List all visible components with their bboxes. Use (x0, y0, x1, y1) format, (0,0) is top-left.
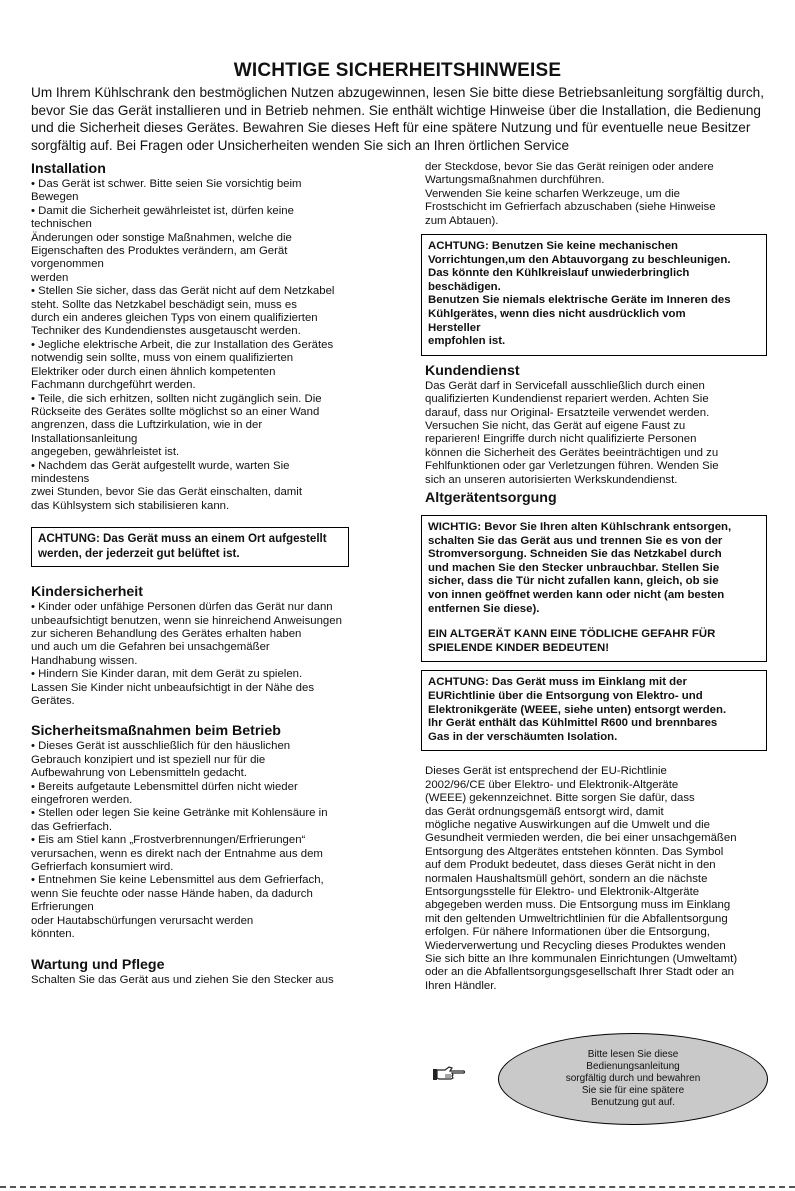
text-line: 2002/96/CE über Elektro- und Elektronik-Altgeräte (425, 778, 679, 791)
text-line: zum Abtauen). (425, 214, 499, 227)
text-line: sorgfältig durch und bewahren (565, 1073, 701, 1084)
text-line: Dieses Gerät ist entsprechend der EU-Richtlinie (425, 765, 667, 778)
text-line: zur sicheren Behandlung des Gerätes erhalten haben (31, 627, 302, 640)
text-line: Sie sich bitte an Ihre kommunalen Einrichtungen (Umweltamt) (425, 953, 738, 966)
page-title: WICHTIGE SICHERHEITSHINWEISE (233, 60, 562, 81)
text-line: Frostschicht im Gefrierfach abzuschaben (siehe Hinweise (425, 201, 716, 214)
text-line: Techniker des Kundendienstes ausgetauscht werden. (31, 325, 301, 338)
note-text (566, 1049, 701, 1109)
text-line: WICHTIG: Bevor Sie Ihren alten Kühlschrank entsorgen, (428, 521, 732, 534)
text-line: durch ein anderes gleichen Typs von einem qualifizierten (31, 312, 318, 325)
text-line: Installationsanleitung (31, 432, 138, 445)
installation-lines (31, 178, 376, 513)
text-line: steht. Sollte das Netzkabel beschädigt sein, muss es (31, 298, 297, 311)
text-line: werden (31, 271, 69, 284)
text-line: können die Sicherheit des Gerätes beeinträchtigen und zu (425, 446, 719, 459)
text-line: das Gefrierfach. (31, 820, 113, 833)
abtau-warning-box (421, 234, 767, 356)
note-ellipse (498, 1033, 768, 1125)
text-line: Lassen Sie Kinder nicht unbeaufsichtigt in der Nähe des (31, 681, 315, 694)
text-line: Handhabung wissen. (31, 654, 138, 667)
text-line: Hersteller (428, 321, 481, 334)
text-line: verursachen, wenn es direkt nach der Entnahme aus dem (31, 847, 323, 860)
page-bottom-rule (0, 1186, 795, 1188)
text-line: oder an die Abfallentsorgungsgesellschaft Ihrer Stadt oder an (425, 966, 735, 979)
kindersicherheit-lines (31, 601, 376, 708)
sicherheitsmassnahmen-lines (31, 740, 376, 941)
text-line: sicher, dass die Tür nicht zufallen kann, gleich, ob sie (428, 575, 719, 588)
text-line: • Kinder oder unfähige Personen dürfen das Gerät nur dann (31, 601, 333, 614)
text-line: • Damit die Sicherheit gewährleistet ist, dürfen keine (31, 204, 294, 217)
text-line: beschädigen. (428, 280, 501, 293)
text-line: Gebrauch konzipiert und ist speziell nur für die (31, 753, 266, 766)
text-line: EIN ALTGERÄT KANN EINE TÖDLICHE GEFAHR FÜR (428, 628, 716, 641)
text-line: Bewegen (31, 191, 79, 204)
text-line: der Steckdose, bevor Sie das Gerät reinigen oder andere (425, 161, 714, 173)
text-line: angrenzen, dass die Luftzirkulation, wie in der (31, 419, 263, 432)
text-line: • Jegliche elektrische Arbeit, die zur Installation des Gerätes (31, 338, 334, 351)
text-line: mit den geltenden Umweltrichtlinien für die Abfallentsorgung (425, 912, 728, 925)
text-line: Fachmann durchgeführt werden. (31, 379, 196, 392)
text-line: Kühlgerätes, wenn dies nicht ausdrücklich vom (428, 308, 686, 320)
text-line: Gerätes. (31, 695, 75, 707)
text-line: Entsorgungsstelle für Elektro- und Elektronik-Altgeräte (425, 886, 700, 898)
text-line: Elektronikgeräte (WEEE, siehe unten) entsorgt werden. (428, 703, 727, 716)
text-line: ACHTUNG: Benutzen Sie keine mechanischen (428, 240, 679, 253)
text-line: • Teile, die sich erhitzen, sollten nicht zugänglich sein. Die (31, 392, 322, 405)
text-line: technischen (31, 218, 92, 231)
text-line: abgegeben werden muss. Die Entsorgung muss im Einklang (425, 899, 731, 912)
pointing-hand-icon (432, 1066, 466, 1087)
text-line: qualifizierten Kundendienst repariert werden. Achten Sie (425, 393, 709, 406)
text-line: Versuchen Sie nicht, das Gerät auf eigene Faust zu (425, 420, 686, 432)
weee-warning-lines (428, 676, 760, 744)
kindersicherheit-heading: Kindersicherheit (31, 584, 143, 601)
wartung-heading: Wartung und Pflege (31, 956, 165, 973)
text-line: könnten. (31, 928, 75, 941)
text-line: mögliche negative Auswirkungen auf die Umwelt und die (425, 818, 710, 831)
text-line: Das Gerät darf in Servicefall ausschließlich durch einen (425, 379, 705, 392)
text-line: Wartungsmaßnahmen durchführen. (425, 174, 605, 187)
text-line: und auch um die Gefahren bei unsachgemäßer (31, 641, 270, 654)
text-line: Entsorgung des Altgerätes entstehen könnten. Das Symbol (425, 845, 724, 858)
text-line: Das könnte den Kühlkreislauf unwiederbringlich (428, 267, 690, 280)
text-line: • Stellen oder legen Sie keine Getränke mit Kohlensäure in (31, 807, 328, 820)
altgeraet-warning-lines (428, 521, 760, 616)
text-line: Stromversorgung. Schneiden Sie das Netzkabel durch (428, 548, 722, 561)
text-line: Benutzen Sie niemals elektrische Geräte im Inneren des (428, 294, 731, 307)
altgeraet-danger-lines (428, 628, 760, 655)
text-line: notwendig sein sollte, muss von einem qualifizierten (31, 352, 294, 365)
text-line: Elektriker oder durch einen ähnlich kompetenten (31, 365, 276, 378)
text-line: oder Hautabschürfungen verursacht werden (31, 914, 254, 927)
sicherheitsmassnahmen-heading: Sicherheitsmaßnahmen beim Betrieb (31, 723, 281, 740)
installation-heading: Installation (31, 161, 106, 177)
kundendienst-heading: Kundendienst (425, 362, 520, 379)
text-line: Rückseite des Gerätes sollte möglichst so an einer Wand (31, 405, 320, 418)
kundendienst-lines (425, 380, 770, 487)
text-line: reparieren! Eingriffe durch nicht qualifizierte Personen (425, 433, 697, 446)
text-line: normalen Haushaltsmüll gehört, sondern an die nächste (425, 872, 708, 885)
text-line: empfohlen ist. (428, 335, 506, 348)
text-line: • Entnehmen Sie keine Lebensmittel aus dem Gefrierfach, (31, 874, 324, 887)
text-line: Verwenden Sie keine scharfen Werkzeuge, um die (425, 187, 680, 200)
text-line: • Bereits aufgetaute Lebensmittel dürfen nicht wieder (31, 780, 298, 793)
weee-lines (425, 765, 770, 993)
text-line: auf dem Produkt bedeutet, dass dieses Gerät nicht in den (425, 859, 716, 872)
text-line: • Dieses Gerät ist ausschließlich für den häuslichen (31, 740, 291, 753)
text-line: darauf, dass nur Original- Ersatzteile verwendet werden. (425, 406, 710, 419)
text-line: Gas in der verschäumten Isolation. (428, 730, 618, 743)
text-line: Benutzung gut auf. (591, 1097, 675, 1108)
text-line: Ihren Händler. (425, 979, 497, 992)
installation-warning-box: ACHTUNG: Das Gerät muss an einem Ort aufgestellt werden, der jederzeit gut belüftet ist. (31, 527, 349, 567)
weee-warning-box (421, 670, 767, 751)
text-line: das Gerät ordnungsgemäß entsorgt wird, damit (425, 805, 664, 818)
text-line: erfolgen. Für nähere Informationen über die Entsorgung, (425, 926, 710, 939)
altgeraet-warning-box (421, 515, 767, 662)
text-line: von innen geöffnet werden kann oder nicht (am besten (428, 589, 725, 601)
text-line: Erfrierungen (31, 901, 94, 914)
text-line: Bitte lesen Sie diese (587, 1049, 679, 1060)
text-line: Sie sie für eine spätere (581, 1085, 685, 1096)
text-line: Aufbewahrung von Lebensmitteln gedacht. (31, 767, 247, 780)
text-line: • Stellen Sie sicher, dass das Gerät nicht auf dem Netzkabel (31, 285, 335, 298)
text-line: (WEEE) gekennzeichnet. Bitte sorgen Sie dafür, dass (425, 792, 695, 805)
wartung-text: Schalten Sie das Gerät aus und ziehen Sie den Stecker aus (31, 973, 334, 986)
text-line: schalten Sie das Gerät aus und trennen Sie es von der (428, 534, 723, 547)
text-line: Gesundheit vermieden werden, die bei einer unsachgemäßen (425, 832, 737, 845)
text-line: • Hindern Sie Kinder daran, mit dem Gerät zu spielen. (31, 668, 303, 681)
text-line: Eigenschaften des Produktes verändern, am Gerät (31, 245, 288, 258)
text-line: • Eis am Stiel kann „Frostverbrennungen/Erfrierungen“ (31, 834, 306, 847)
text-line: ACHTUNG: Das Gerät muss im Einklang mit der (428, 676, 687, 689)
intro-paragraph: Um Ihrem Kühlschrank den bestmöglichen Nutzen abzugewinnen, lesen Sie bitte diese Betriebsanleitung sorgfältig durch, bevor Sie das Gerät installieren und in Betrieb nehmen. Sie enthält wichtige Hinweise über die Installation, die Bedienung und die Sicherheit dieses Gerätes. Bewahren Sie dieses Heft für eine spätere Nutzung und für eventuelle neue Besitzer sorgfältig auf. Bei Fragen oder Unsicherheiten wenden Sie sich an Ihren örtlichen Service (31, 85, 764, 153)
text-line: sich an unseren autorisierten Werkskundendienst. (425, 473, 678, 486)
text-line: • Das Gerät ist schwer. Bitte seien Sie vorsichtig beim (31, 178, 302, 190)
text-line: angegeben, gewährleistet ist. (31, 446, 180, 459)
left-column (31, 161, 376, 987)
text-line: SPIELENDE KINDER BEDEUTEN! (428, 641, 610, 654)
text-line: unbeaufsichtigt benutzen, wenn sie hinreichend Anweisungen (31, 614, 342, 627)
abtau-warning-lines (428, 240, 760, 349)
text-line: Ihr Gerät enthält das Kühlmittel R600 und brennbares (428, 717, 718, 730)
text-line: EURichtlinie über die Entsorgung von Elektro- und (428, 689, 703, 702)
text-line: Fehlfunktionen oder gar Verletzungen führen. Wenden Sie (425, 460, 719, 473)
text-line: Vorrichtungen,um den Abtauvorgang zu beschleunigen. (428, 253, 731, 266)
text-line: wenn Sie feuchte oder nasse Hände haben, da dadurch (31, 887, 313, 900)
text-line: entfernen Sie diese). (428, 602, 540, 615)
wartung-continued-lines (425, 161, 770, 228)
right-column (425, 161, 770, 993)
text-line: mindestens (31, 472, 90, 485)
text-line: • Nachdem das Gerät aufgestellt wurde, warten Sie (31, 459, 290, 472)
text-line: und machen Sie den Stecker unbrauchbar. Stellen Sie (428, 561, 720, 574)
altgeraet-heading: Altgerätentsorgung (425, 490, 557, 507)
text-line: eingefroren werden. (31, 794, 133, 807)
text-line: Gefrierfach konsumiert wird. (31, 861, 174, 874)
text-line: Änderungen oder sonstige Maßnahmen, welche die (31, 231, 292, 244)
text-line: vorgenommen (31, 258, 104, 271)
text-line: das Kühlsystem sich stabilisieren kann. (31, 499, 230, 512)
text-line: Wiederverwertung und Recycling dieses Produktes wenden (425, 939, 726, 952)
text-line: Bedienungsanleitung (586, 1061, 680, 1072)
text-line: zwei Stunden, bevor Sie das Gerät einschalten, damit (31, 486, 302, 499)
